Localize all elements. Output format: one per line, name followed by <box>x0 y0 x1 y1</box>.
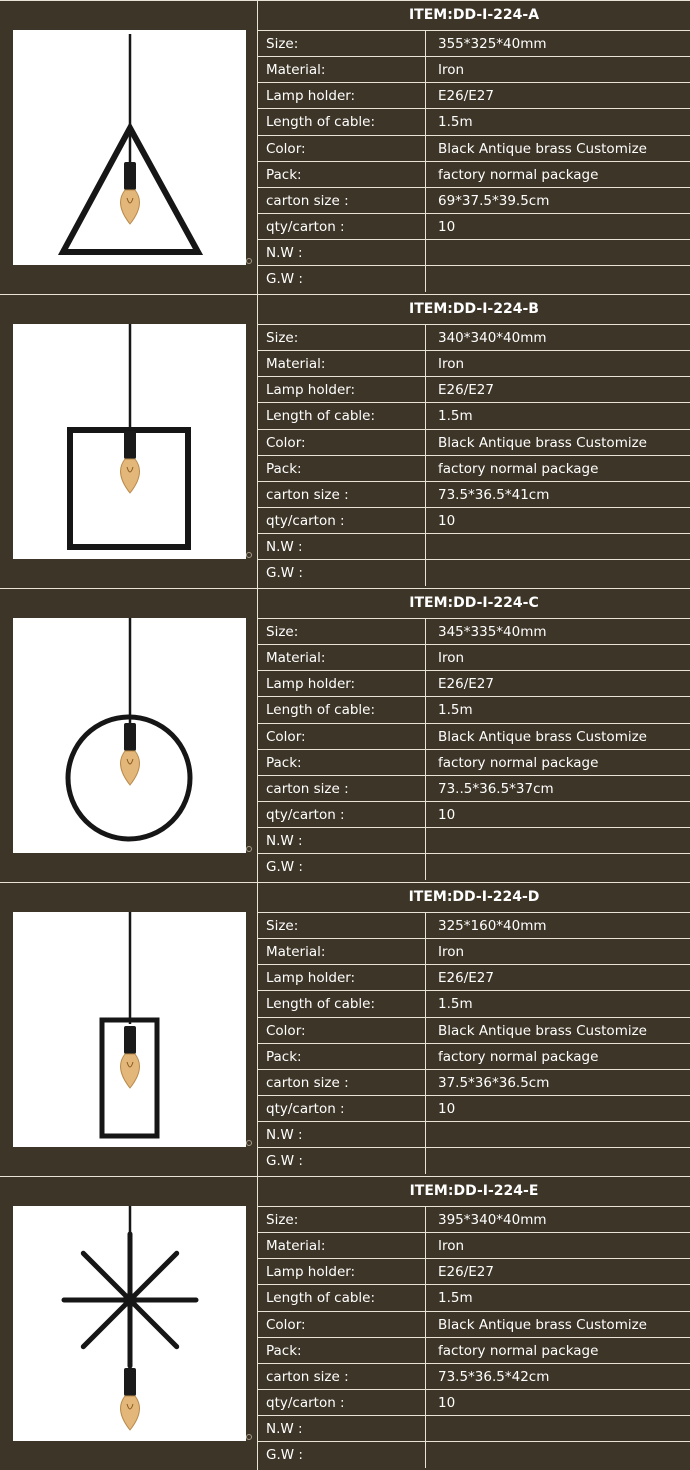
spec-value: 10 <box>425 508 690 534</box>
spec-label: N.W : <box>266 1127 303 1143</box>
spec-table <box>258 1177 690 1470</box>
product-photo <box>13 912 246 1147</box>
spec-value: 325*160*40mm <box>425 913 690 939</box>
spec-row <box>258 481 690 508</box>
spec-row <box>258 749 690 776</box>
spec-row <box>258 1232 690 1259</box>
item-title: ITEM:DD-I-224-B <box>409 301 539 317</box>
spec-label: Length of cable: <box>266 702 376 718</box>
product-photo-cell <box>0 589 258 882</box>
item-title: ITEM:DD-I-224-E <box>409 1183 539 1199</box>
spec-row <box>258 429 690 456</box>
spec-table <box>258 295 690 588</box>
spec-value: Black Antique brass Customize <box>425 1018 690 1044</box>
spec-value <box>425 240 690 266</box>
spec-row <box>258 30 690 57</box>
spec-row <box>258 507 690 534</box>
photo-corner-mark <box>246 552 252 558</box>
spec-value <box>425 560 690 586</box>
spec-row <box>258 1284 690 1311</box>
spec-row <box>258 324 690 351</box>
spec-value: factory normal package <box>425 750 690 776</box>
spec-label: Pack: <box>266 461 302 477</box>
spec-row <box>258 56 690 83</box>
spec-row <box>258 1337 690 1364</box>
spec-label: Pack: <box>266 167 302 183</box>
spec-value: 345*335*40mm <box>425 619 690 645</box>
spec-row <box>258 265 690 292</box>
circle-pendant-lamp-icon <box>13 618 246 853</box>
spec-label: G.W : <box>266 1447 303 1463</box>
spec-label: Size: <box>266 624 299 640</box>
item-title: ITEM:DD-I-224-D <box>408 889 540 905</box>
spec-label: Size: <box>266 330 299 346</box>
spec-row <box>258 696 690 723</box>
spec-row <box>258 670 690 697</box>
spec-row <box>258 108 690 135</box>
spec-row <box>258 912 690 939</box>
spec-row <box>258 723 690 750</box>
spec-row <box>258 1095 690 1122</box>
spec-label: Length of cable: <box>266 408 376 424</box>
spec-value <box>425 1442 690 1468</box>
spec-label: Size: <box>266 918 299 934</box>
product-photo-cell <box>0 1177 258 1470</box>
spec-value <box>425 1416 690 1442</box>
spec-label: N.W : <box>266 1421 303 1437</box>
spec-row <box>258 1206 690 1233</box>
spec-row <box>258 1415 690 1442</box>
spec-value: 1.5m <box>425 991 690 1017</box>
spec-label: carton size : <box>266 487 349 503</box>
spec-value: 10 <box>425 1390 690 1416</box>
product-photo-cell <box>0 1 258 294</box>
spec-label: Lamp holder: <box>266 382 356 398</box>
product-block-a <box>0 0 690 294</box>
photo-corner-mark <box>246 846 252 852</box>
product-photo-cell <box>0 883 258 1176</box>
spec-row <box>258 533 690 560</box>
spec-label: Material: <box>266 356 326 372</box>
spec-row <box>258 1441 690 1468</box>
photo-corner-mark <box>246 258 252 264</box>
spec-value: Iron <box>425 351 690 377</box>
spec-row <box>258 801 690 828</box>
spec-value: 73.5*36.5*42cm <box>425 1364 690 1390</box>
spec-row <box>258 938 690 965</box>
product-photo-cell <box>0 295 258 588</box>
spec-table <box>258 589 690 882</box>
spec-label: qty/carton : <box>266 219 345 235</box>
spec-value: 37.5*36*36.5cm <box>425 1070 690 1096</box>
spec-value: Iron <box>425 939 690 965</box>
rectangle-pendant-lamp-icon <box>13 912 246 1147</box>
spec-label: N.W : <box>266 245 303 261</box>
spec-value: 355*325*40mm <box>425 31 690 57</box>
spec-row <box>258 1121 690 1148</box>
triangle-pendant-lamp-icon <box>13 30 246 265</box>
spec-row <box>258 239 690 266</box>
spec-value: Iron <box>425 645 690 671</box>
spec-label: Length of cable: <box>266 996 376 1012</box>
spec-row <box>258 82 690 109</box>
spec-value: E26/E27 <box>425 377 690 403</box>
spec-value: 1.5m <box>425 697 690 723</box>
spec-value <box>425 828 690 854</box>
product-photo <box>13 1206 246 1441</box>
square-pendant-lamp-icon <box>13 324 246 559</box>
spec-label: qty/carton : <box>266 807 345 823</box>
spec-label: Pack: <box>266 1049 302 1065</box>
spec-label: Size: <box>266 1212 299 1228</box>
spec-label: carton size : <box>266 781 349 797</box>
spec-value: factory normal package <box>425 456 690 482</box>
spec-value <box>425 266 690 292</box>
spec-table <box>258 883 690 1176</box>
spec-value: 10 <box>425 802 690 828</box>
spec-row <box>258 853 690 880</box>
spec-value <box>425 1148 690 1174</box>
spec-row <box>258 990 690 1017</box>
spec-row <box>258 1147 690 1174</box>
spec-value: E26/E27 <box>425 965 690 991</box>
photo-corner-mark <box>246 1140 252 1146</box>
spec-row <box>258 827 690 854</box>
spec-row <box>258 618 690 645</box>
spec-value: factory normal package <box>425 1044 690 1070</box>
spec-value: Black Antique brass Customize <box>425 724 690 750</box>
spec-label: carton size : <box>266 1369 349 1385</box>
spec-label: Lamp holder: <box>266 970 356 986</box>
spec-label: G.W : <box>266 271 303 287</box>
spec-value <box>425 854 690 880</box>
spec-value: E26/E27 <box>425 1259 690 1285</box>
product-photo <box>13 30 246 265</box>
spec-row <box>258 559 690 586</box>
item-title: ITEM:DD-I-224-C <box>409 595 539 611</box>
spec-label: Color: <box>266 1023 306 1039</box>
spec-value: Black Antique brass Customize <box>425 1312 690 1338</box>
spec-row <box>258 1043 690 1070</box>
spec-label: Material: <box>266 62 326 78</box>
spec-value: 10 <box>425 1096 690 1122</box>
spec-label: Material: <box>266 650 326 666</box>
spec-label: Color: <box>266 435 306 451</box>
spec-row <box>258 161 690 188</box>
spec-row <box>258 775 690 802</box>
spec-label: Lamp holder: <box>266 676 356 692</box>
photo-corner-mark <box>246 1434 252 1440</box>
product-block-c <box>0 588 690 882</box>
spec-row <box>258 376 690 403</box>
spec-row <box>258 350 690 377</box>
spec-label: Pack: <box>266 755 302 771</box>
spec-label: G.W : <box>266 859 303 875</box>
spec-label: qty/carton : <box>266 1101 345 1117</box>
spec-row <box>258 135 690 162</box>
spec-label: Pack: <box>266 1343 302 1359</box>
spec-label: qty/carton : <box>266 513 345 529</box>
spec-label: Material: <box>266 944 326 960</box>
spec-label: Size: <box>266 36 299 52</box>
spec-label: Length of cable: <box>266 114 376 130</box>
spec-row <box>258 964 690 991</box>
spec-value: factory normal package <box>425 1338 690 1364</box>
spec-value: 73.5*36.5*41cm <box>425 482 690 508</box>
spec-label: Lamp holder: <box>266 88 356 104</box>
spec-table <box>258 1 690 294</box>
spec-value: 395*340*40mm <box>425 1207 690 1233</box>
spec-value: E26/E27 <box>425 671 690 697</box>
spec-label: Color: <box>266 141 306 157</box>
spec-label: Lamp holder: <box>266 1264 356 1280</box>
starburst-pendant-lamp-icon <box>13 1206 246 1441</box>
spec-label: Length of cable: <box>266 1290 376 1306</box>
spec-label: N.W : <box>266 833 303 849</box>
spec-value: 340*340*40mm <box>425 325 690 351</box>
product-photo <box>13 324 246 559</box>
spec-value: 1.5m <box>425 1285 690 1311</box>
spec-row <box>258 1258 690 1285</box>
spec-row <box>258 1311 690 1338</box>
spec-row <box>258 1363 690 1390</box>
spec-value: Black Antique brass Customize <box>425 430 690 456</box>
spec-value: 1.5m <box>425 403 690 429</box>
product-block-e <box>0 1176 690 1470</box>
spec-label: carton size : <box>266 1075 349 1091</box>
product-photo <box>13 618 246 853</box>
spec-value: 10 <box>425 214 690 240</box>
spec-label: Color: <box>266 1317 306 1333</box>
spec-label: qty/carton : <box>266 1395 345 1411</box>
spec-row <box>258 213 690 240</box>
product-block-d <box>0 882 690 1176</box>
spec-value <box>425 534 690 560</box>
spec-value <box>425 1122 690 1148</box>
product-block-b <box>0 294 690 588</box>
spec-label: N.W : <box>266 539 303 555</box>
spec-value: 69*37.5*39.5cm <box>425 188 690 214</box>
spec-label: G.W : <box>266 1153 303 1169</box>
spec-row <box>258 1389 690 1416</box>
spec-row <box>258 644 690 671</box>
spec-label: G.W : <box>266 565 303 581</box>
spec-row <box>258 187 690 214</box>
spec-row <box>258 1017 690 1044</box>
spec-value: 1.5m <box>425 109 690 135</box>
item-title: ITEM:DD-I-224-A <box>408 7 540 23</box>
spec-label: carton size : <box>266 193 349 209</box>
spec-value: E26/E27 <box>425 83 690 109</box>
spec-label: Material: <box>266 1238 326 1254</box>
spec-row <box>258 455 690 482</box>
spec-row <box>258 1069 690 1096</box>
spec-row <box>258 402 690 429</box>
spec-value: factory normal package <box>425 162 690 188</box>
spec-label: Color: <box>266 729 306 745</box>
spec-value: Iron <box>425 57 690 83</box>
spec-value: 73..5*36.5*37cm <box>425 776 690 802</box>
spec-value: Iron <box>425 1233 690 1259</box>
spec-value: Black Antique brass Customize <box>425 136 690 162</box>
